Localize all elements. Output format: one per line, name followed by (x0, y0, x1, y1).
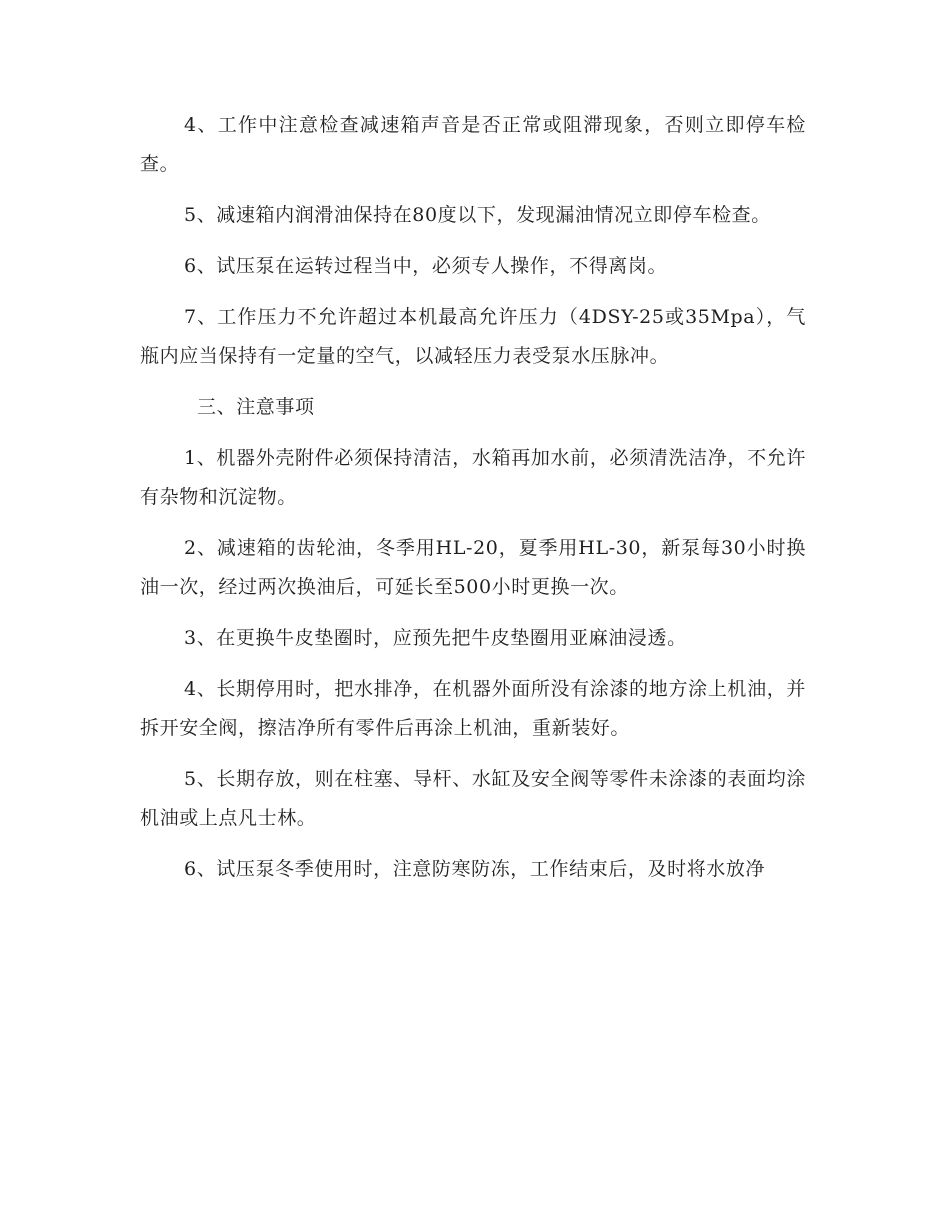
note-item-6: 6、试压泵冬季使用时，注意防寒防冻，工作结束后，及时将水放净 (184, 858, 766, 880)
note-item-2: 2、减速箱的齿轮油，冬季用HL-20，夏季用HL-30，新泵每30小时换油一次，经过两次换油后，可延长至500小时更换一次。 (140, 537, 806, 598)
note-item-1: 1、机器外壳附件必须保持清洁，水箱再加水前，必须清洗洁净，不允许有杂物和沉淀物。 (140, 447, 806, 508)
note-item-3: 3、在更换牛皮垫圈时，应预先把牛皮垫圈用亚麻油浸透。 (184, 627, 687, 649)
section-heading: 三、注意事项 (197, 396, 315, 418)
paragraph-item-4: 4、工作中注意检查减速箱声音是否正常或阻滞现象，否则立即停车检查。 (140, 114, 806, 175)
note-item-4: 4、长期停用时，把水排净，在机器外面所没有涂漆的地方涂上机油，并拆开安全阀，擦洁净所有零件后再涂上机油，重新装好。 (140, 678, 806, 739)
note-item-5: 5、长期存放，则在柱塞、导杆、水缸及安全阀等零件未涂漆的表面均涂机油或上点凡士林。 (140, 768, 806, 829)
paragraph-item-6: 6、试压泵在运转过程当中，必须专人操作，不得离岗。 (184, 255, 668, 277)
paragraph-item-7: 7、工作压力不允许超过本机最高允许压力（4DSY-25或35Mpa），气瓶内应当保持有一定量的空气，以减轻压力表受泵水压脉冲。 (140, 306, 806, 367)
document-body (140, 106, 806, 901)
paragraph-item-5: 5、减速箱内润滑油保持在80度以下，发现漏油情况立即停车检查。 (184, 204, 771, 226)
